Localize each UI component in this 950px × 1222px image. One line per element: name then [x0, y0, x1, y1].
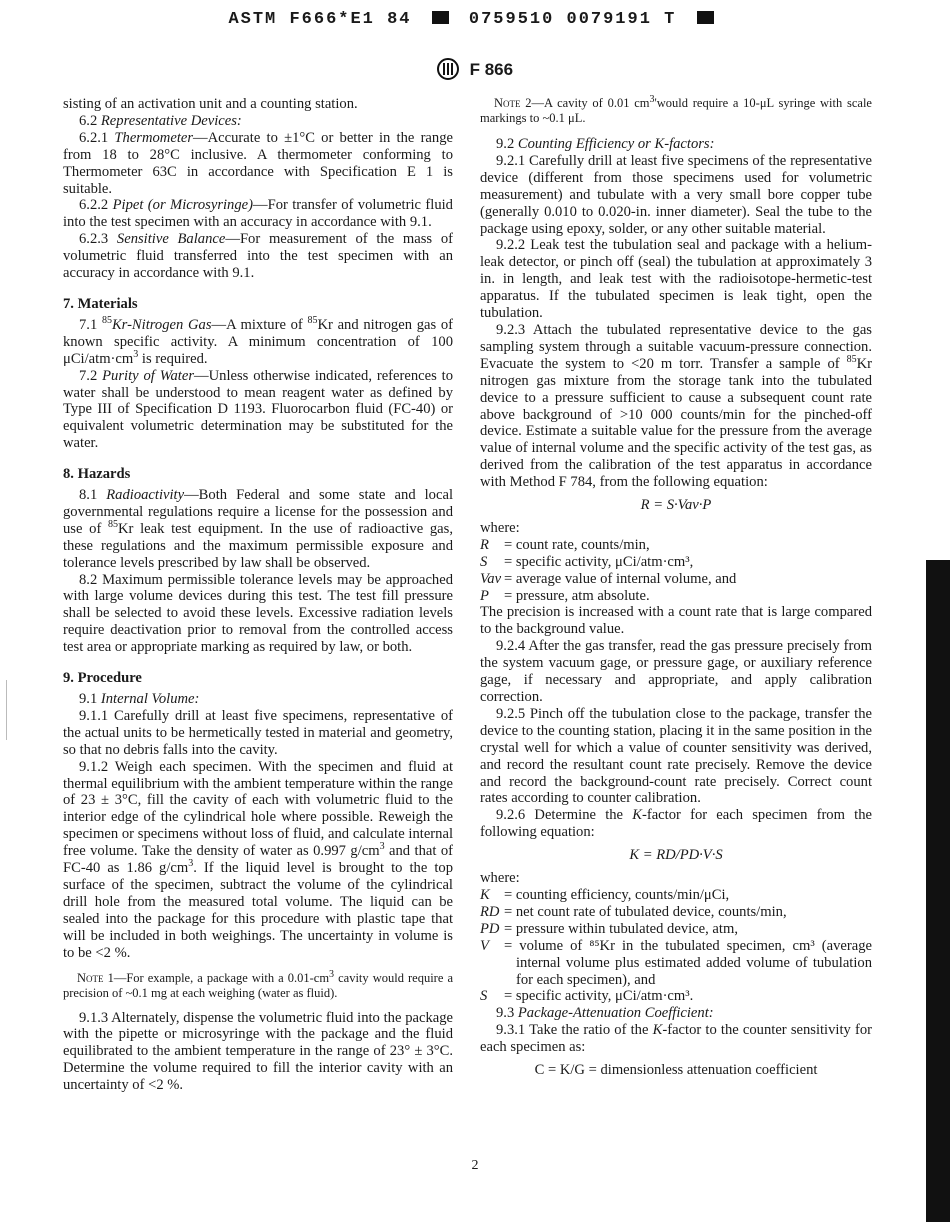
scan-mark — [6, 680, 7, 740]
section-9-2: 9.2 Counting Efficiency or K-factors: — [496, 136, 715, 152]
section-9-2-1: 9.2.1 Carefully drill at least five specimens of the representative device (different from those specimens used for volumetric measurement) and tubulate with a very small bore copper tube (generally 0.010 to 0.020-in. inner diameter). Seal the tube to the package using epoxy, solder, or any other suitable material. — [480, 152, 872, 237]
definition-symbol: S — [480, 988, 488, 1005]
definition-text: = counting efficiency, counts/min/μCi, — [504, 886, 730, 903]
section-6-2-3: 6.2.3 Sensitive Balance—For measurement of the mass of volumetric fluid transferred into the test specimen with an accuracy in accordance with 9.1. — [63, 231, 453, 282]
definition-item — [480, 571, 872, 588]
definition-text: = net count rate of tubulated device, counts/min, — [504, 903, 787, 920]
definition-item — [480, 988, 872, 1005]
section-7-1: 7.1 $^{85}$Kr-Nitrogen Gas—A mixture of $^{85}$Kr and nitrogen gas of known specific activity. A minimum concentration of 100 μCi/$atm\cdot cm^3$ is required. — [63, 315, 454, 367]
barcode-block — [697, 11, 714, 24]
definition-symbol: PD — [480, 920, 500, 937]
section-8-2: 8.2 Maximum permissible tolerance levels may be approached with large volume devices during this test. The test fill pressure shall be selected to avoid these levels. Excessive radiation levels require deactivation prior to removal from the controlled access test area or appropriate marking as required by law, or both. — [63, 571, 453, 656]
definition-text: = specific activity, μCi/atm·cm³, — [504, 553, 694, 570]
definition-text: = count rate, counts/min, — [504, 536, 650, 553]
definition-symbol: K — [480, 886, 490, 903]
barcode-number: 0759510 0079191 T — [468, 10, 677, 29]
barcode-block — [432, 11, 449, 24]
equation-k-factor: K = RD/PD·V·S — [629, 847, 723, 864]
section-8-1: 8.1 Radioactivity—Both Federal and some state and local governmental regulations require a license for the possession and use of $^{85}$Kr leak test equipment. In the use of radioactive gas, these regulations and the maximum permissible exposure and tolerance levels prescribed by law shall be observed. — [63, 487, 453, 571]
heading-procedure: 9. Procedure — [63, 670, 142, 687]
page-header — [0, 58, 950, 80]
section-9-1-1: 9.1.1 Carefully drill at least five specimens, representative of the actual units to be hermetically tested in material and geometry, so that no debris falls into the cavity. — [63, 707, 453, 758]
section-9-2-5: 9.2.5 Pinch off the tubulation close to the package, transfer the device to the counting station, placing it in the same position in the crystal well for which a value of counter sensitivity was derived, and record the resultant count rate precisely. Remove the device and record the background-count rate precisely. Correct count rates according to counter calibration. — [480, 705, 872, 807]
definition-text: = pressure, atm absolute. — [504, 587, 650, 604]
definition-symbol: RD — [480, 903, 500, 920]
section-9-2-6: 9.2.6 Determine the K-factor for each specimen from the following equation: — [480, 807, 872, 841]
definition-symbol: V — [480, 937, 489, 954]
section-9-2-2: 9.2.2 Leak test the tubulation seal and package with a helium-leak detector, or pinch off (seal) the tubulation at approximately 3 in. in length, and leak test with the radioisotope-hermetic-test apparatus. If the tubulated specimen is leak tight, open the tubulation. — [480, 237, 872, 322]
definition-item — [480, 554, 872, 571]
equation-attenuation: C = K/G = dimensionless attenuation coefficient — [534, 1062, 818, 1079]
definition-symbol: R — [480, 536, 489, 553]
definition-item — [480, 904, 872, 921]
heading-materials: 7. Materials — [63, 295, 138, 312]
right-column — [480, 93, 872, 1085]
equation-count-rate: R = S·Vav·P — [640, 497, 712, 514]
page-number: 2 — [471, 1158, 479, 1173]
section-9-1: 9.1 Internal Volume: — [79, 691, 200, 707]
note-2: Note 2—A cavity of 0.01 $cm^3'would$ require a 10-μL syringe with scale markings to ~0.1 μL. — [480, 93, 872, 125]
definition-item — [480, 921, 872, 938]
section-6-2: 6.2 Representative Devices: — [79, 112, 242, 129]
definition-symbol: P — [480, 587, 489, 604]
where-label: where: — [480, 519, 520, 536]
definition-list — [480, 887, 872, 1005]
heading-hazards: 8. Hazards — [63, 466, 131, 483]
section-6-2-1: 6.2.1 Thermometer—Accurate to ±1°C or better in the range from 18 to 28°C inclusive. A thermometer conforming to Thermometer 63C in accordance with Specification E 1 is suitable. — [63, 129, 453, 197]
scan-edge — [926, 560, 950, 1222]
paragraph: sisting of an activation unit and a counting station. — [63, 96, 358, 112]
section-9-2-4: 9.2.4 After the gas transfer, read the gas pressure precisely from the system vacuum gage, or pressure gage, or auxiliary reference gage, if necessary and appropriate, and apply calibration correction. — [480, 638, 872, 705]
definition-item — [480, 588, 872, 605]
definition-text: = pressure within tubulated device, atm, — [504, 920, 738, 937]
left-column — [63, 96, 453, 1094]
astm-code: ASTM F666*E1 84 — [228, 10, 412, 29]
definition-text: = specific activity, μCi/atm·cm³. — [504, 988, 694, 1005]
definition-symbol: S — [480, 553, 488, 570]
definition-text: = volume of ⁸⁵Kr in the tubulated specimen, cm³ (average internal volume plus estimated added volume of tubulation for each specimen), and — [504, 937, 872, 988]
definition-text: = average value of internal volume, and — [504, 570, 737, 587]
section-9-3-1: 9.3.1 Take the ratio of the K-factor to the counter sensitivity for each specimen as: — [480, 1022, 872, 1056]
section-9-1-2: 9.1.2 Weigh each specimen. With the specimen and fluid at thermal equilibrium with the ambient temperature within the range of 23 ± 3°C, fill the cavity of each with volumetric fluid to the interior edge of the cylindrical hole where possible. Reweigh the specimen or specimens without loss of fluid, and calculate internal free volume. Take the density of water as 0.997 $g/cm^3$ and that of FC-40 as 1.86 $g/cm^3$. If the liquid level is brought to the top surface of the specimen, subtract the volume of the cylindrical drill hole from the measured total volume. The liquid can be sealed into the package for this procedure with plastic tape that will be included in both weighings. The uncertainty in volume is to be <2 %. — [63, 758, 453, 961]
section-7-2: 7.2 Purity of Water—Unless otherwise indicated, references to water shall be understood to mean reagent water as defined by Type III of Specification D 1193. Fluorocarbon fluid (FC-40) or equivalent volumetric determination may be substituted for the water. — [63, 367, 454, 452]
document-code-bar — [0, 10, 950, 29]
definition-item — [480, 887, 872, 904]
precision-text: The precision is increased with a count rate that is large compared to the background value. — [480, 604, 872, 638]
note-1: Note 1—For example, a package with a $0.01-cm^3$ cavity would require a precision of ~0.1 mg at each weighing (water as fluid). — [63, 968, 453, 1000]
definition-list — [480, 537, 872, 605]
definition-item — [480, 938, 872, 989]
section-9-3: 9.3 Package-Attenuation Coefficient: — [496, 1005, 714, 1022]
section-6-2-2: 6.2.2 Pipet (or Microsyringe)—For transfer of volumetric fluid into the test specimen with an accuracy in accordance with 9.1. — [63, 197, 453, 231]
section-9-2-3: 9.2.3 Attach the tubulated representative device to the gas sampling system through a suitable vacuum-pressure connection. Evacuate the system to <20 m torr. Transfer a sample of $^{85}$Kr nitrogen gas mixture from the storage tank into the tubulated device to a pressure sufficient to cause a subsequent count rate above background of >10 000 counts/min for the pinched-off device. Estimate a suitable value for the pressure from the average value of internal volume and the specific activity of the test gas, as derived from the calibration of the test apparatus in accordance with Method F 784, from the following equation: — [480, 321, 872, 491]
definition-item — [480, 537, 872, 554]
section-9-1-3: 9.1.3 Alternately, dispense the volumetric fluid into the package with the pipette or microsyringe with the package and the fluid equilibrated to the ambient temperature in the range of 23° ± 3°C. Determine the volume required to fill the interior cavity with an uncertainty of <2 %. — [63, 1009, 453, 1094]
where-label: where: — [480, 870, 520, 887]
definition-symbol: Vav — [480, 570, 502, 587]
astm-logo-icon — [437, 58, 459, 80]
designation: F 866 — [469, 60, 514, 79]
